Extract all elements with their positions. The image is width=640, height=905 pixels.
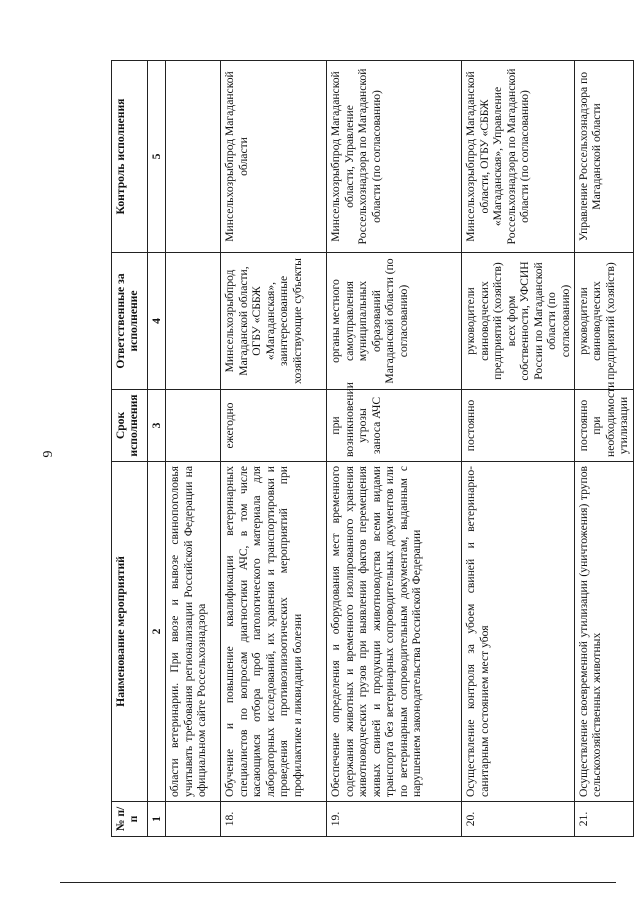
header-term: Срок исполнения [112,390,148,462]
header-responsible: Ответственные за исполнение [112,253,148,390]
row-control: Минсельхозрыбпрод Магаданской области [221,61,327,253]
row-term: ежегодно [221,390,327,462]
measures-table [111,60,634,837]
table-row [221,61,327,837]
header-control: Контроль исполнения [112,61,148,253]
index-cell: 3 [148,390,166,462]
row-term: постоянно [462,390,575,462]
row-measure: Обеспечение определения и оборудования мест временного содержания животных и временного изолированного хранения животноводческих грузов при выявлении фактов перемещения живых свиней и продукции животноводства всеми видами транспорта без ветеринарных сопроводительных документов или по ветеринарным сопроводительным документам, выданным с нарушением законодательства Российской Федерации [327,462,462,802]
row-number [166,802,221,837]
table-row [462,61,575,837]
index-cell: 4 [148,253,166,390]
row-measure: области ветеринарии. При ввозе и вывозе свинопоголовья учитывать требования регионализации Российской Федерации на официальном сайте Россельхознадзора [166,462,221,802]
row-responsible: руководители свиноводческих предприятий (хозяйств) всех форм собственности, УФСИН России по Магаданской области (по согласованию) [462,253,575,390]
page-number: 6 [39,450,54,458]
row-measure: Осуществление контроля за убоем свиней и ветеринарно-санитарным состоянием мест убоя [462,462,575,802]
row-responsible: органы местного самоуправления муниципальных образований Магаданской области (по согласованию) [327,253,462,390]
row-term: при возникновении угрозы заноса АЧС [327,390,462,462]
row-control: Минсельхозрыбпрод Магаданской области, Управление Россельхознадзора по Магаданской области (по согласованию) [327,61,462,253]
row-number: 20. [462,802,575,837]
row-control: Минсельхозрыбпрод Магаданской области, ОГБУ «СББЖ «Магаданская», Управление Россельхознадзора по Магаданской области (по согласованию) [462,61,575,253]
row-control [166,61,221,253]
header-number: № п/п [112,802,148,837]
table-row [166,61,221,837]
index-cell: 2 [148,462,166,802]
index-cell: 5 [148,61,166,253]
row-responsible: Минсельхозрыбпрод Магаданской области, ОГБУ «СББЖ «Магаданская», заинтересованные хозяйствующие субъекты [221,253,327,390]
row-number: 18. [221,802,327,837]
row-number: 19. [327,802,462,837]
table-row [574,61,633,837]
row-term [166,390,221,462]
row-term: постоянно при необходимости утилизации [574,390,633,462]
bottom-rule [60,882,616,883]
row-responsible [166,253,221,390]
row-responsible: руководители свиноводческих предприятий (хозяйств) [574,253,633,390]
row-measure: Осуществление своевременной утилизации (уничтожения) трупов сельскохозяйственных животных [574,462,633,802]
row-measure: Обучение и повышение квалификации ветеринарных специалистов по вопросам диагностики АЧС, в том числе касающимся отбора проб патологического материала для лабораторных исследований, их хранения и транспортировки и проведения противоэпизоотических мероприятий при профилактике и ликвидации болезни [221,462,327,802]
row-control: Управление Россельхознадзора по Магаданской области [574,61,633,253]
index-cell: 1 [148,802,166,837]
index-row [148,61,166,837]
header-row [112,61,148,837]
header-name: Наименование мероприятий [112,462,148,802]
row-number: 21. [574,802,633,837]
table-row [327,61,462,837]
rotated-table-container [111,61,631,837]
